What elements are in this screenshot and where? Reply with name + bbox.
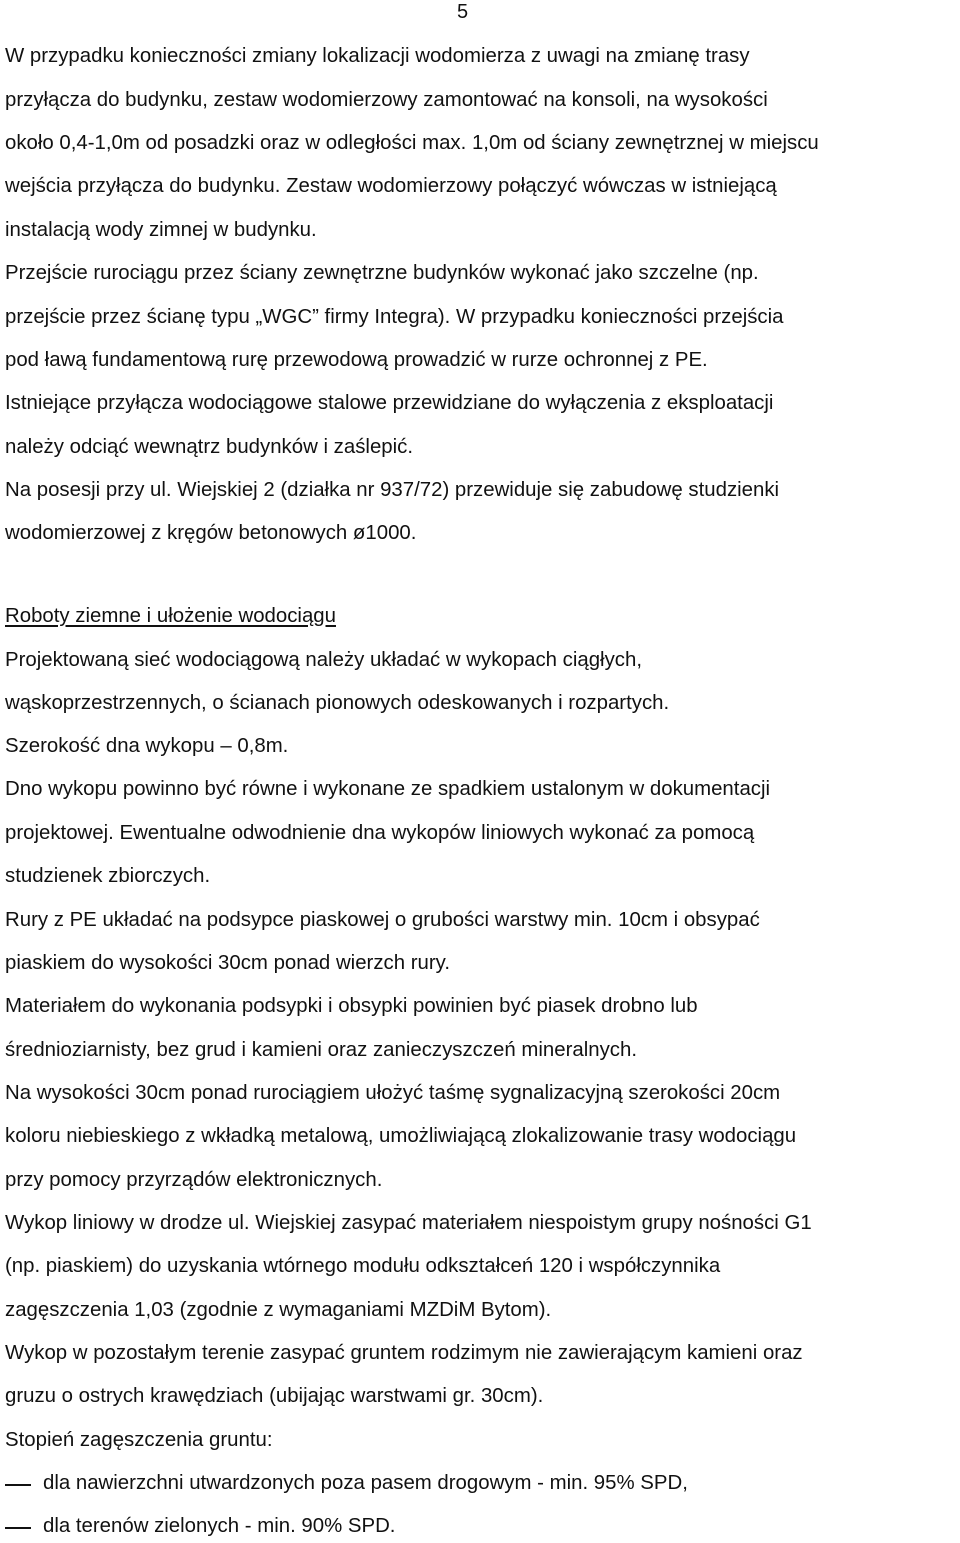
text-line: piaskiem do wysokości 30cm ponad wierzch rury. bbox=[5, 952, 450, 974]
text-line: Dno wykopu powinno być równe i wykonane ze spadkiem ustalonym w dokumentacji bbox=[5, 778, 771, 800]
text-line: Istniejące przyłącza wodociągowe stalowe przewidziane do wyłączenia z eksploatacji bbox=[5, 392, 774, 414]
text-line: Stopień zagęszczenia gruntu: bbox=[5, 1429, 273, 1451]
text-line: (np. piaskiem) do uzyskania wtórnego modułu odkształceń 120 i współczynnika bbox=[5, 1255, 721, 1277]
text-line: Rury z PE układać na podsypce piaskowej o grubości warstwy min. 10cm i obsypać bbox=[5, 909, 760, 931]
text-line: wąskoprzestrzennych, o ścianach pionowych odeskowanych i rozpartych. bbox=[5, 692, 670, 714]
text-line: około 0,4-1,0m od posadzki oraz w odległości max. 1,0m od ściany zewnętrznej w miejscu bbox=[5, 132, 819, 154]
text-line: zagęszczenia 1,03 (zgodnie z wymaganiami MZDiM Bytom). bbox=[5, 1299, 552, 1321]
text-line: koloru niebieskiego z wkładką metalową, umożliwiającą zlokalizowanie trasy wodociągu bbox=[5, 1125, 797, 1147]
text-line: wodomierzowej z kręgów betonowych ø1000. bbox=[5, 522, 417, 544]
text-line: należy odciąć wewnątrz budynków i zaślepić. bbox=[5, 436, 414, 458]
text-line: gruzu o ostrych krawędziach (ubijając warstwami gr. 30cm). bbox=[5, 1385, 544, 1407]
text-line: studzienek zbiorczych. bbox=[5, 865, 211, 887]
text-line: Na posesji przy ul. Wiejskiej 2 (działka nr 937/72) przewiduje się zabudowę studzienki bbox=[5, 479, 780, 501]
text-line: pod ławą fundamentową rurę przewodową prowadzić w rurze ochronnej z PE. bbox=[5, 349, 708, 371]
list-item: dla nawierzchni utwardzonych poza pasem drogowym - min. 95% SPD, bbox=[43, 1472, 688, 1494]
text-line: instalacją wody zimnej w budynku. bbox=[5, 219, 317, 241]
text-line: Wykop w pozostałym terenie zasypać gruntem rodzimym nie zawierającym kamieni oraz bbox=[5, 1342, 803, 1364]
text-line: przy pomocy przyrządów elektronicznych. bbox=[5, 1169, 383, 1191]
text-line: średnioziarnisty, bez grud i kamieni oraz zanieczyszczeń mineralnych. bbox=[5, 1039, 637, 1061]
section-heading: Roboty ziemne i ułożenie wodociągu bbox=[5, 605, 336, 627]
text-line: przejście przez ścianę typu „WGC” firmy Integra). W przypadku konieczności przejścia bbox=[5, 306, 784, 328]
text-line: W przypadku konieczności zmiany lokalizacji wodomierza z uwagi na zmianę trasy bbox=[5, 45, 750, 67]
text-line: Wykop liniowy w drodze ul. Wiejskiej zasypać materiałem niespoistym grupy nośności G1 bbox=[5, 1212, 812, 1234]
text-line: Projektowaną sieć wodociągową należy układać w wykopach ciągłych, bbox=[5, 649, 642, 671]
bullet-dash-icon bbox=[5, 1484, 31, 1486]
text-line: Na wysokości 30cm ponad rurociągiem ułożyć taśmę sygnalizacyjną szerokości 20cm bbox=[5, 1082, 781, 1104]
text-line: projektowej. Ewentualne odwodnienie dna wykopów liniowych wykonać za pomocą bbox=[5, 822, 755, 844]
text-line: przyłącza do budynku, zestaw wodomierzowy zamontować na konsoli, na wysokości bbox=[5, 89, 768, 111]
text-line: Materiałem do wykonania podsypki i obsypki powinien być piasek drobno lub bbox=[5, 995, 698, 1017]
text-line: Przejście rurociągu przez ściany zewnętrzne budynków wykonać jako szczelne (np. bbox=[5, 262, 759, 284]
page-number: 5 bbox=[457, 1, 469, 23]
text-line: Szerokość dna wykopu – 0,8m. bbox=[5, 735, 289, 757]
list-item: dla terenów zielonych - min. 90% SPD. bbox=[43, 1515, 396, 1537]
text-line: wejścia przyłącza do budynku. Zestaw wodomierzowy połączyć wówczas w istniejącą bbox=[5, 175, 777, 197]
bullet-dash-icon bbox=[5, 1527, 31, 1529]
